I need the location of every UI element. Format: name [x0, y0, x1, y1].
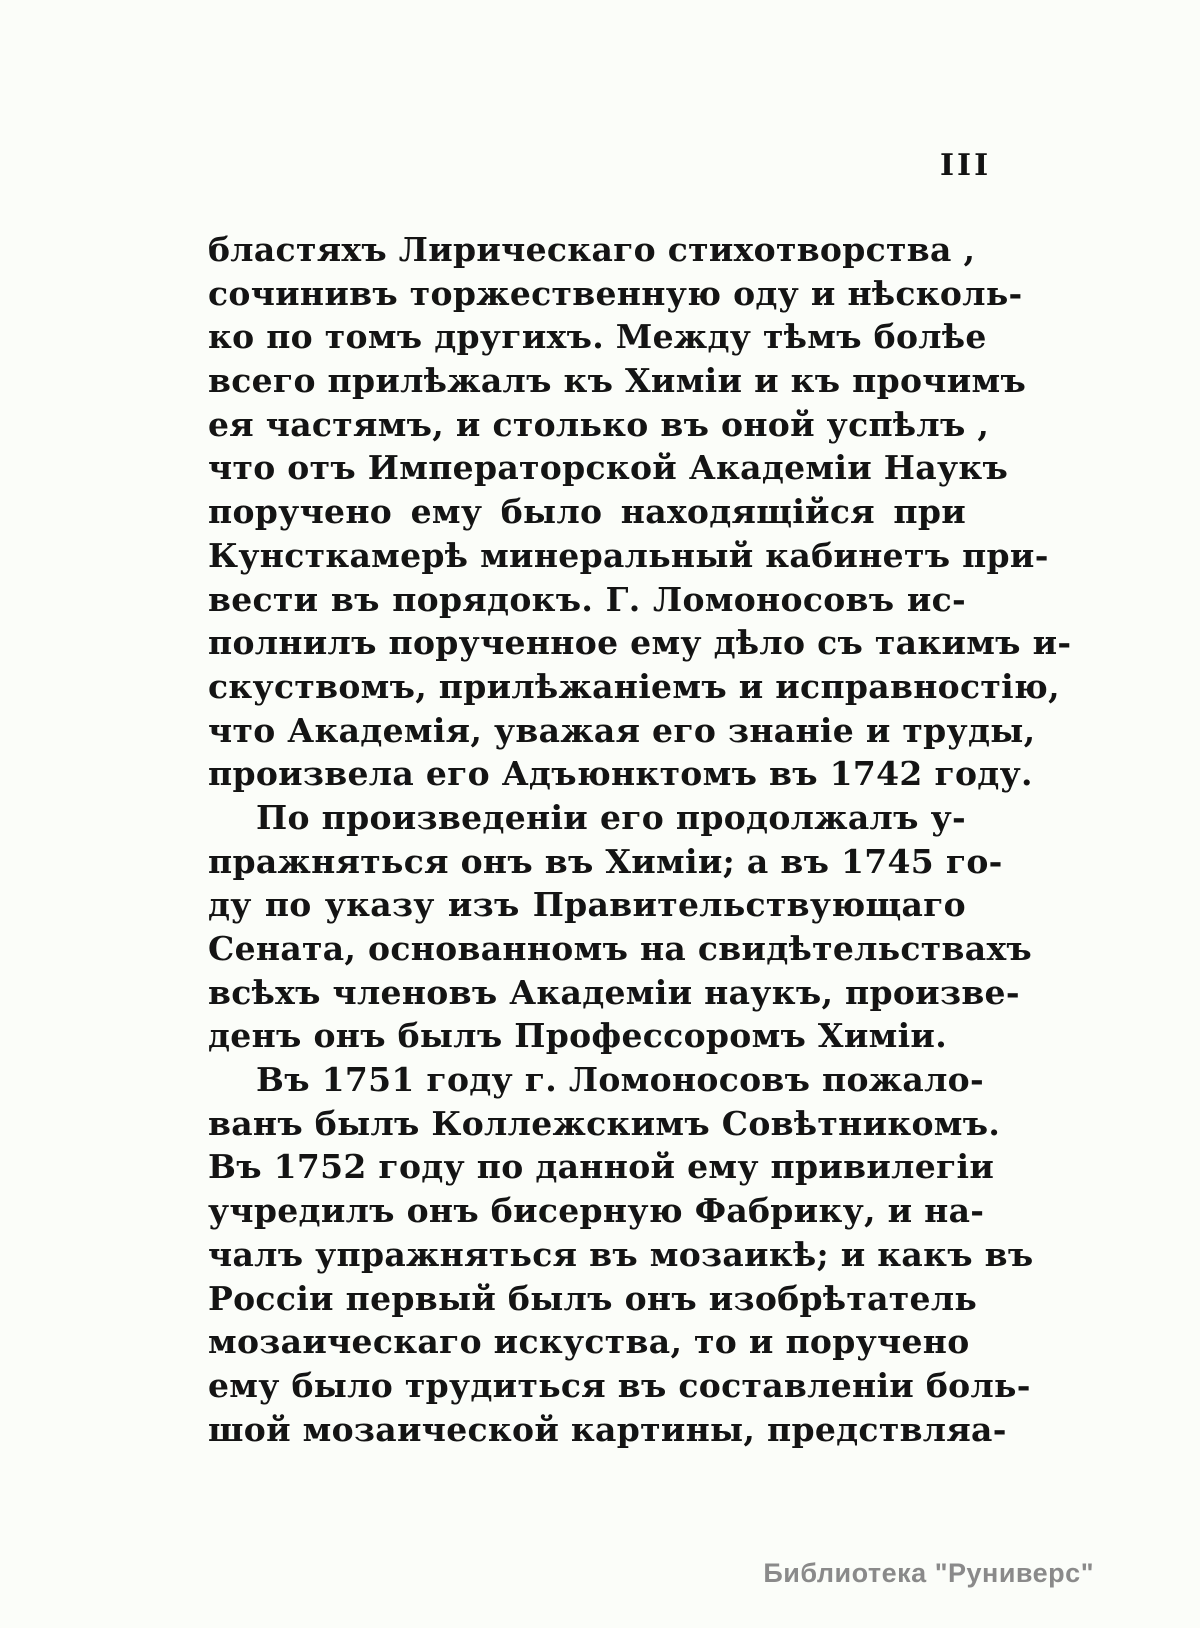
text-line: Россіи первый былъ онъ изобрѣтатель	[208, 1278, 978, 1318]
text-line: полнилъ порученное ему дѣло съ такимъ и-	[208, 623, 1072, 663]
text-line: Кунсткамерѣ минеральный кабинетъ при-	[208, 535, 1049, 575]
text-line: ванъ былъ Коллежскимъ Совѣтникомъ.	[208, 1103, 1001, 1143]
page-number: III	[940, 148, 992, 183]
text-line: Въ 1752 году по данной ему привилегіи	[208, 1147, 995, 1187]
text-line: ду по указу изъ Правительствующаго	[208, 885, 966, 925]
text-line: мозаическаго искуства, то и поручено	[208, 1322, 970, 1362]
text-line: бластяхъ Лирическаго стихотворства ,	[208, 230, 976, 269]
library-watermark: Библиотека "Руниверс"	[763, 1558, 1094, 1588]
text-line: всѣхъ членовъ Академіи наукъ, произве-	[208, 972, 1020, 1012]
text-line: вести въ порядокъ. Г. Ломоносовъ ис-	[208, 579, 966, 619]
text-line: По произведеніи его продолжалъ у-	[256, 797, 966, 837]
page-text-block	[208, 228, 1072, 1451]
text-line: произвела его Адъюнктомъ въ 1742 году.	[208, 754, 1033, 794]
text-line: что отъ Императорской Академіи Наукъ	[208, 448, 1009, 488]
text-line: ко по томъ другихъ. Между тѣмъ болѣе	[208, 317, 987, 357]
text-line: сочинивъ торжественную оду и нѣсколь-	[208, 273, 1023, 313]
text-line: чалъ упражняться въ мозаикѣ; и какъ въ	[208, 1234, 1034, 1274]
text-line: Сената, основанномъ на свидѣтельствахъ	[208, 929, 1033, 968]
text-line: шой мозаической картины, предствляа-	[208, 1409, 1007, 1449]
text-line: всего прилѣжалъ къ Химіи и къ прочимъ	[208, 361, 1027, 401]
text-line: денъ онъ былъ Профессоромъ Химіи.	[208, 1016, 947, 1056]
text-line: что Академія, уважая его знаніе и труды,	[208, 710, 1036, 750]
text-line: поручено ему было находящійся при	[208, 492, 966, 532]
text-line: ея частямъ, и столько въ оной успѣлъ ,	[208, 404, 990, 444]
text-line: учредилъ онъ бисерную Фабрику, и на-	[208, 1191, 985, 1231]
text-line: пражняться онъ въ Химіи; а въ 1745 го-	[208, 841, 1003, 881]
text-line: Въ 1751 году г. Ломоносовъ пожало-	[256, 1060, 984, 1100]
text-line: ему было трудиться въ составленіи боль-	[208, 1365, 1031, 1405]
text-line: скуствомъ, прилѣжаніемъ и исправностію,	[208, 666, 1060, 706]
